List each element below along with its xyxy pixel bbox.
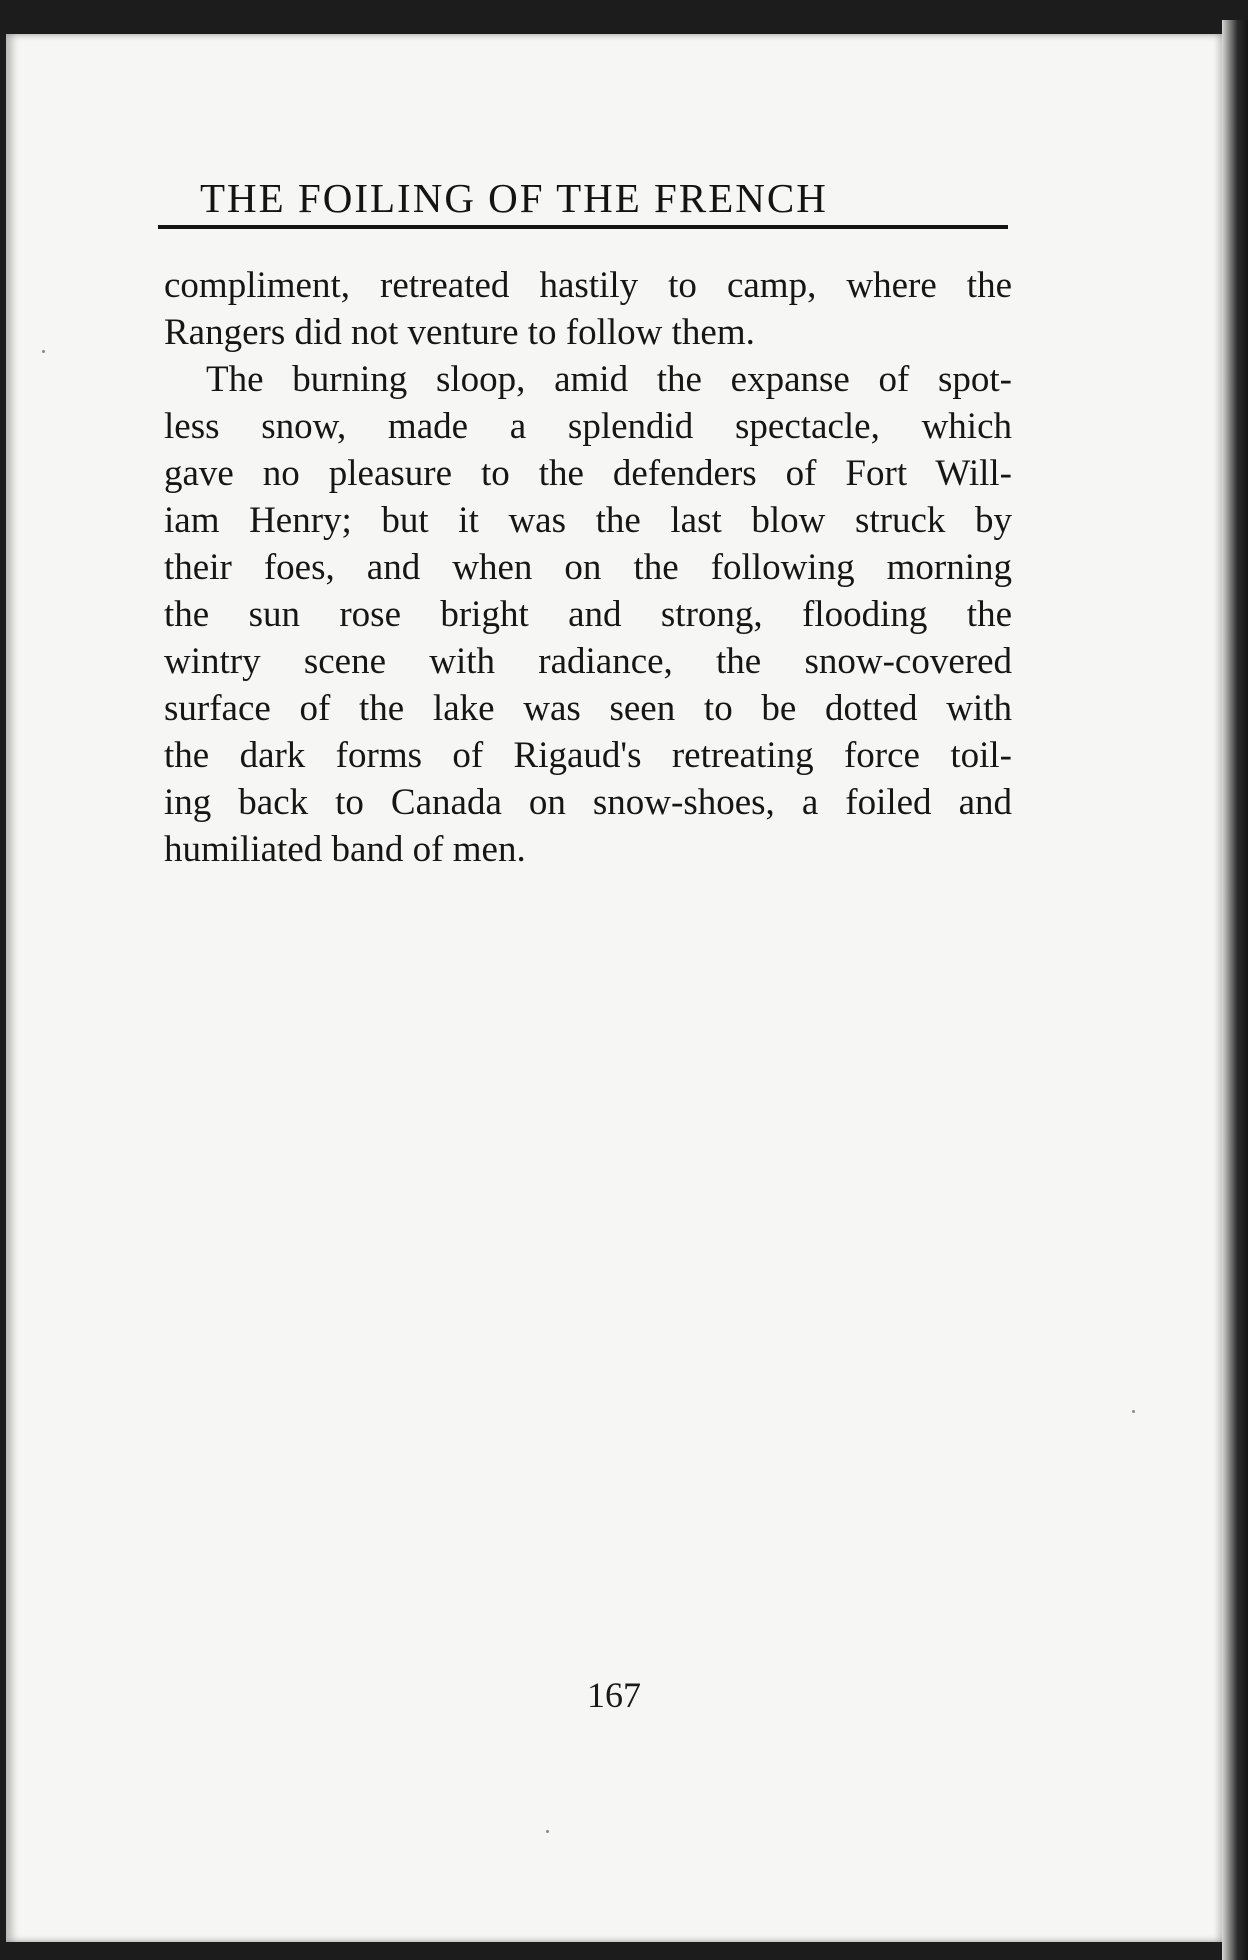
book-page [6, 34, 1222, 1942]
text-line: surface of the lake was seen to be dotted with [164, 688, 1012, 729]
text-line: compliment, retreated hastily to camp, where the [164, 265, 1012, 306]
text-line: iam Henry; but it was the last blow struck by [164, 500, 1012, 541]
running-head: THE FOILING OF THE FRENCH [200, 175, 828, 221]
text-line: ing back to Canada on snow-shoes, a foiled and [164, 782, 1012, 823]
page-edge-shadow [1222, 20, 1248, 1960]
text-line: Rangers did not venture to follow them. [164, 312, 755, 353]
text-line: humiliated band of men. [164, 829, 526, 870]
text-line: The burning sloop, amid the expanse of spot- [206, 359, 1012, 400]
scan-speck [546, 1830, 549, 1833]
header-rule [158, 225, 1008, 229]
paragraph-1 [164, 262, 1012, 356]
text-line: gave no pleasure to the defenders of Fort Will- [164, 453, 1012, 494]
text-line: less snow, made a splendid spectacle, which [164, 406, 1012, 447]
text-line: wintry scene with radiance, the snow-covered [164, 641, 1012, 682]
body-text [164, 262, 1012, 873]
page-header [158, 174, 1008, 230]
paragraph-2 [164, 356, 1012, 873]
text-line: the sun rose bright and strong, flooding the [164, 594, 1012, 635]
text-line: the dark forms of Rigaud's retreating force toil- [164, 735, 1012, 776]
scan-speck [1132, 1410, 1135, 1413]
scan-speck [42, 350, 45, 353]
page-number: 167 [587, 1675, 641, 1715]
text-line: their foes, and when on the following morning [164, 547, 1012, 588]
